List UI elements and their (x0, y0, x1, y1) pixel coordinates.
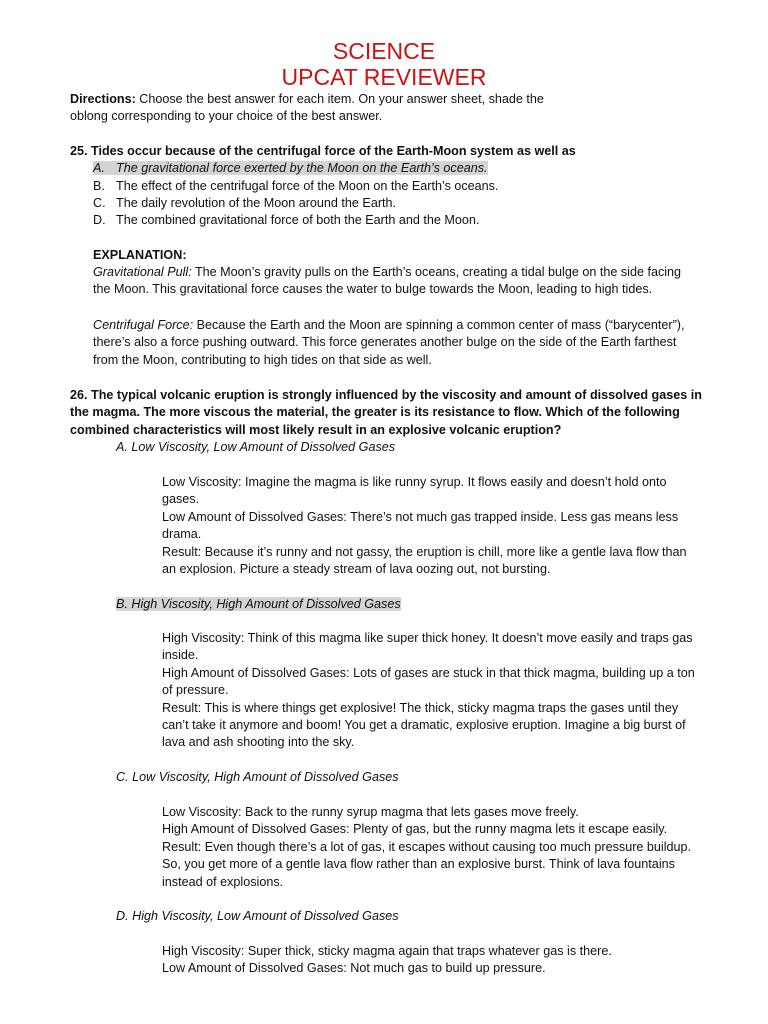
q25-option-d (93, 212, 693, 229)
detail-line: Result: Because it’s runny and not gassy, the eruption is chill, more like a gentle lava flow than an explosion. Picture a steady stream of lava oozing out, not bursting. (162, 544, 687, 577)
option-text: The gravitational force exerted by the Moon on the Earth’s oceans. (116, 161, 488, 175)
q26-choice-d: D. High Viscosity, Low Amount of Dissolved Gases (116, 909, 399, 923)
question-26: 26. The typical volcanic eruption is strongly influenced by the viscosity and amount of dissolved gases in the magma. The more viscous the material, the greater is its resistance to flow. Which of the following combined characteristics will most likely result in an explosive volcanic eruption? (70, 388, 702, 437)
page-title-subject: SCIENCE (332, 38, 436, 64)
detail-line: High Viscosity: Super thick, sticky magma again that traps whatever gas is there. (162, 944, 612, 958)
option-letter: D. (93, 213, 106, 227)
q25-option-a (93, 160, 693, 177)
directions-label: Directions: (70, 92, 136, 106)
detail-line: High Amount of Dissolved Gases: Plenty of gas, but the runny magma lets it escape easily. (162, 822, 668, 837)
q26-choice-b-details (162, 630, 702, 752)
q26-choice-c-details (162, 804, 702, 891)
detail-line: Low Viscosity: Imagine the magma is like runny syrup. It flows easily and doesn’t hold onto gases. (162, 475, 667, 507)
option-letter: C. (93, 196, 106, 210)
gravitational-text: The Moon’s gravity pulls on the Earth’s oceans, creating a tidal bulge on the side facing the Moon. This gravitational force causes the water to bulge towards the Moon, leading to high tides. (93, 265, 682, 297)
option-letter: A. (93, 161, 105, 175)
detail-line: Result: This is where things get explosive! The thick, sticky magma traps the gases until they can’t take it anymore and boom! You get a dramatic, explosive eruption. Imagine a big burst of lava and ash shooting into the sky. (162, 700, 686, 750)
explanation-heading: EXPLANATION: (93, 248, 187, 262)
explanation-gravitational (93, 264, 693, 299)
option-text: The effect of the centrifugal force of the Moon on the Earth’s oceans. (116, 179, 499, 193)
option-text: The combined gravitational force of both the Earth and the Moon. (116, 213, 480, 227)
q26-choice-a-details (162, 474, 702, 578)
detail-line: Low Amount of Dissolved Gases: There’s not much gas trapped inside. Less gas means less drama. (162, 509, 679, 542)
detail-line: High Amount of Dissolved Gases: Lots of gases are stuck in that thick magma, building up a ton of pressure. (162, 665, 695, 698)
directions (70, 91, 570, 126)
directions-text: Choose the best answer for each item. On your answer sheet, shade the oblong corresponding to your choice of the best answer. (70, 92, 544, 124)
detail-line: Low Amount of Dissolved Gases: Not much gas to build up pressure. (162, 961, 546, 976)
q26-choice-c: C. Low Viscosity, High Amount of Dissolved Gases (116, 770, 399, 784)
q26-choice-b (116, 596, 401, 613)
q25-option-b (93, 178, 693, 195)
detail-line: Result: Even though there’s a lot of gas, it escapes without causing too much pressure buildup. So, you get more of a gentle lava flow rather than an explosive burst. Think of lava fountains instead of explosions. (162, 839, 692, 889)
question-25: 25. Tides occur because of the centrifugal force of the Earth-Moon system as well as (70, 144, 576, 158)
option-letter: B. (93, 179, 105, 193)
page-title-reviewer: UPCAT REVIEWER (281, 64, 487, 90)
option-text: The daily revolution of the Moon around the Earth. (116, 196, 397, 210)
q26-choice-a: A. Low Viscosity, Low Amount of Dissolved Gases (116, 440, 396, 454)
detail-line: Low Viscosity: Back to the runny syrup magma that lets gases move freely. (162, 805, 579, 819)
detail-line: High Viscosity: Think of this magma like super thick honey. It doesn’t move easily and traps gas inside. (162, 631, 693, 663)
q26-choice-d-details (162, 943, 702, 978)
gravitational-label: Gravitational Pull: (93, 265, 192, 279)
centrifugal-text: Because the Earth and the Moon are spinning a common center of mass (“barycenter”), there’s also a force pushing outward. This force generates another bulge on the side of the Earth farthest from the Moon, contributing to high tides on that side as well. (93, 318, 685, 367)
q25-option-a-highlight (93, 161, 488, 175)
q25-option-c (93, 195, 693, 212)
q26-choice-b-highlight: B. High Viscosity, High Amount of Dissolved Gases (116, 597, 401, 611)
explanation-centrifugal (93, 317, 693, 369)
centrifugal-label: Centrifugal Force: (93, 318, 194, 332)
